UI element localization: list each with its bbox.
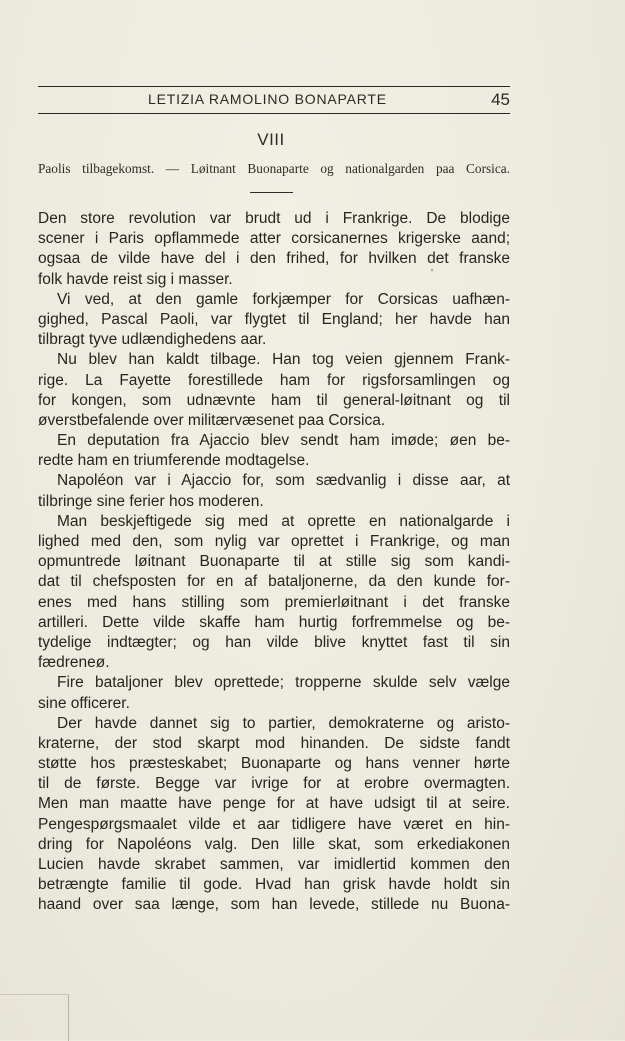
running-title: LETIZIA RAMOLINO BONAPARTE <box>148 91 387 107</box>
text-line: for kongen, som udnævnte ham til general-løitnant og til <box>38 391 510 409</box>
text-line: tydelige indtægter; og han vilde blive knyttet fast til sin <box>38 633 510 651</box>
text-line: til de første. Begge var ivrige for at erobre overmagten. <box>38 775 510 793</box>
text-line: betrængte familie til gode. Hvad han grisk havde holdt sin <box>38 876 510 894</box>
text-line: Lucien havde skrabet sammen, var imidlertid kommen den <box>38 856 510 873</box>
text-line: Vi ved, at den gamle forkjæmper for Corsicas uafhæn- <box>57 290 510 308</box>
text-line: haand over saa længe, som han levede, stillede nu Buona- <box>38 896 510 914</box>
page-number: 45 <box>491 90 510 109</box>
chapter-number: VIII <box>257 130 285 149</box>
body-text <box>38 209 510 916</box>
text-line: redte ham en triumferende modtagelse. <box>38 452 310 470</box>
text-line: tilbringe sine ferier hos moderen. <box>38 492 264 510</box>
text-line: rige. La Fayette forestillede ham for rigsforsamlingen og <box>38 371 510 389</box>
text-line: Fire bataljoner blev oprettede; tropperne skulde selv vælge <box>57 674 510 692</box>
text-line: Man beskjeftigede sig med at oprette en nationalgarde i <box>57 512 510 530</box>
scan-edge-mark <box>0 994 69 1041</box>
section-divider <box>250 192 293 193</box>
text-line: Pengespørgsmaalet vilde et aar tidligere have været en hin- <box>38 815 510 833</box>
running-header <box>38 86 510 114</box>
text-line: En deputation fra Ajaccio blev sendt ham imøde; øen be- <box>57 432 510 450</box>
paper-speck <box>431 269 433 271</box>
text-line: øverstbefalende over militærvæsenet paa Corsica. <box>38 411 386 429</box>
text-line: folk havde reist sig i masser. <box>38 270 233 288</box>
text-line: sine officerer. <box>38 694 130 712</box>
text-line: ogsaa de vilde have del i den frihed, for hvilken det franske <box>38 250 510 268</box>
text-line: Men man maatte have penge for at have udsigt til at seire. <box>38 795 510 813</box>
text-line: dring for Napoléons valg. Den lille skat, som erkediakonen <box>38 835 510 853</box>
text-line: gighed, Pascal Paoli, var flygtet til England; her havde han <box>38 310 510 328</box>
text-line: kraterne, der stod skarpt mod hinanden. De sidste fandt <box>38 734 510 752</box>
text-line: støtte hos præsteskabet; Buonaparte og hans venner hørte <box>38 755 510 773</box>
text-line: Den store revolution var brudt ud i Frankrige. De blodige <box>38 210 510 227</box>
text-line: dat til chefsposten for en af bataljonerne, da den kunde for- <box>38 573 510 591</box>
text-line: scener i Paris opflammede atter corsicanernes krigerske aand; <box>38 230 510 248</box>
text-line: enes med hans stilling som premierløitnant i det franske <box>38 593 510 611</box>
text-line: Napoléon var i Ajaccio for, som sædvanlig i disse aar, at <box>57 472 510 490</box>
text-line: tilbragt tyve udlændighedens aar. <box>38 331 267 349</box>
text-line: fædreneø. <box>38 654 110 672</box>
text-line: Der havde dannet sig to partier, demokraterne og aristo- <box>57 714 510 732</box>
text-line: Nu blev han kaldt tilbage. Han tog veien gjennem Frank- <box>57 351 510 369</box>
text-line: lighed med den, som nylig var oprettet i Frankrige, og man <box>38 533 510 550</box>
chapter-summary: Paolis tilbagekomst. — Løitnant Buonaparte og nationalgarden paa Corsica. <box>38 161 510 176</box>
text-line: artilleri. Dette vilde skaffe ham hurtig forfremmelse og be- <box>38 613 510 631</box>
text-line: opmuntrede løitnant Buonaparte til at stille sig som kandi- <box>38 553 510 571</box>
